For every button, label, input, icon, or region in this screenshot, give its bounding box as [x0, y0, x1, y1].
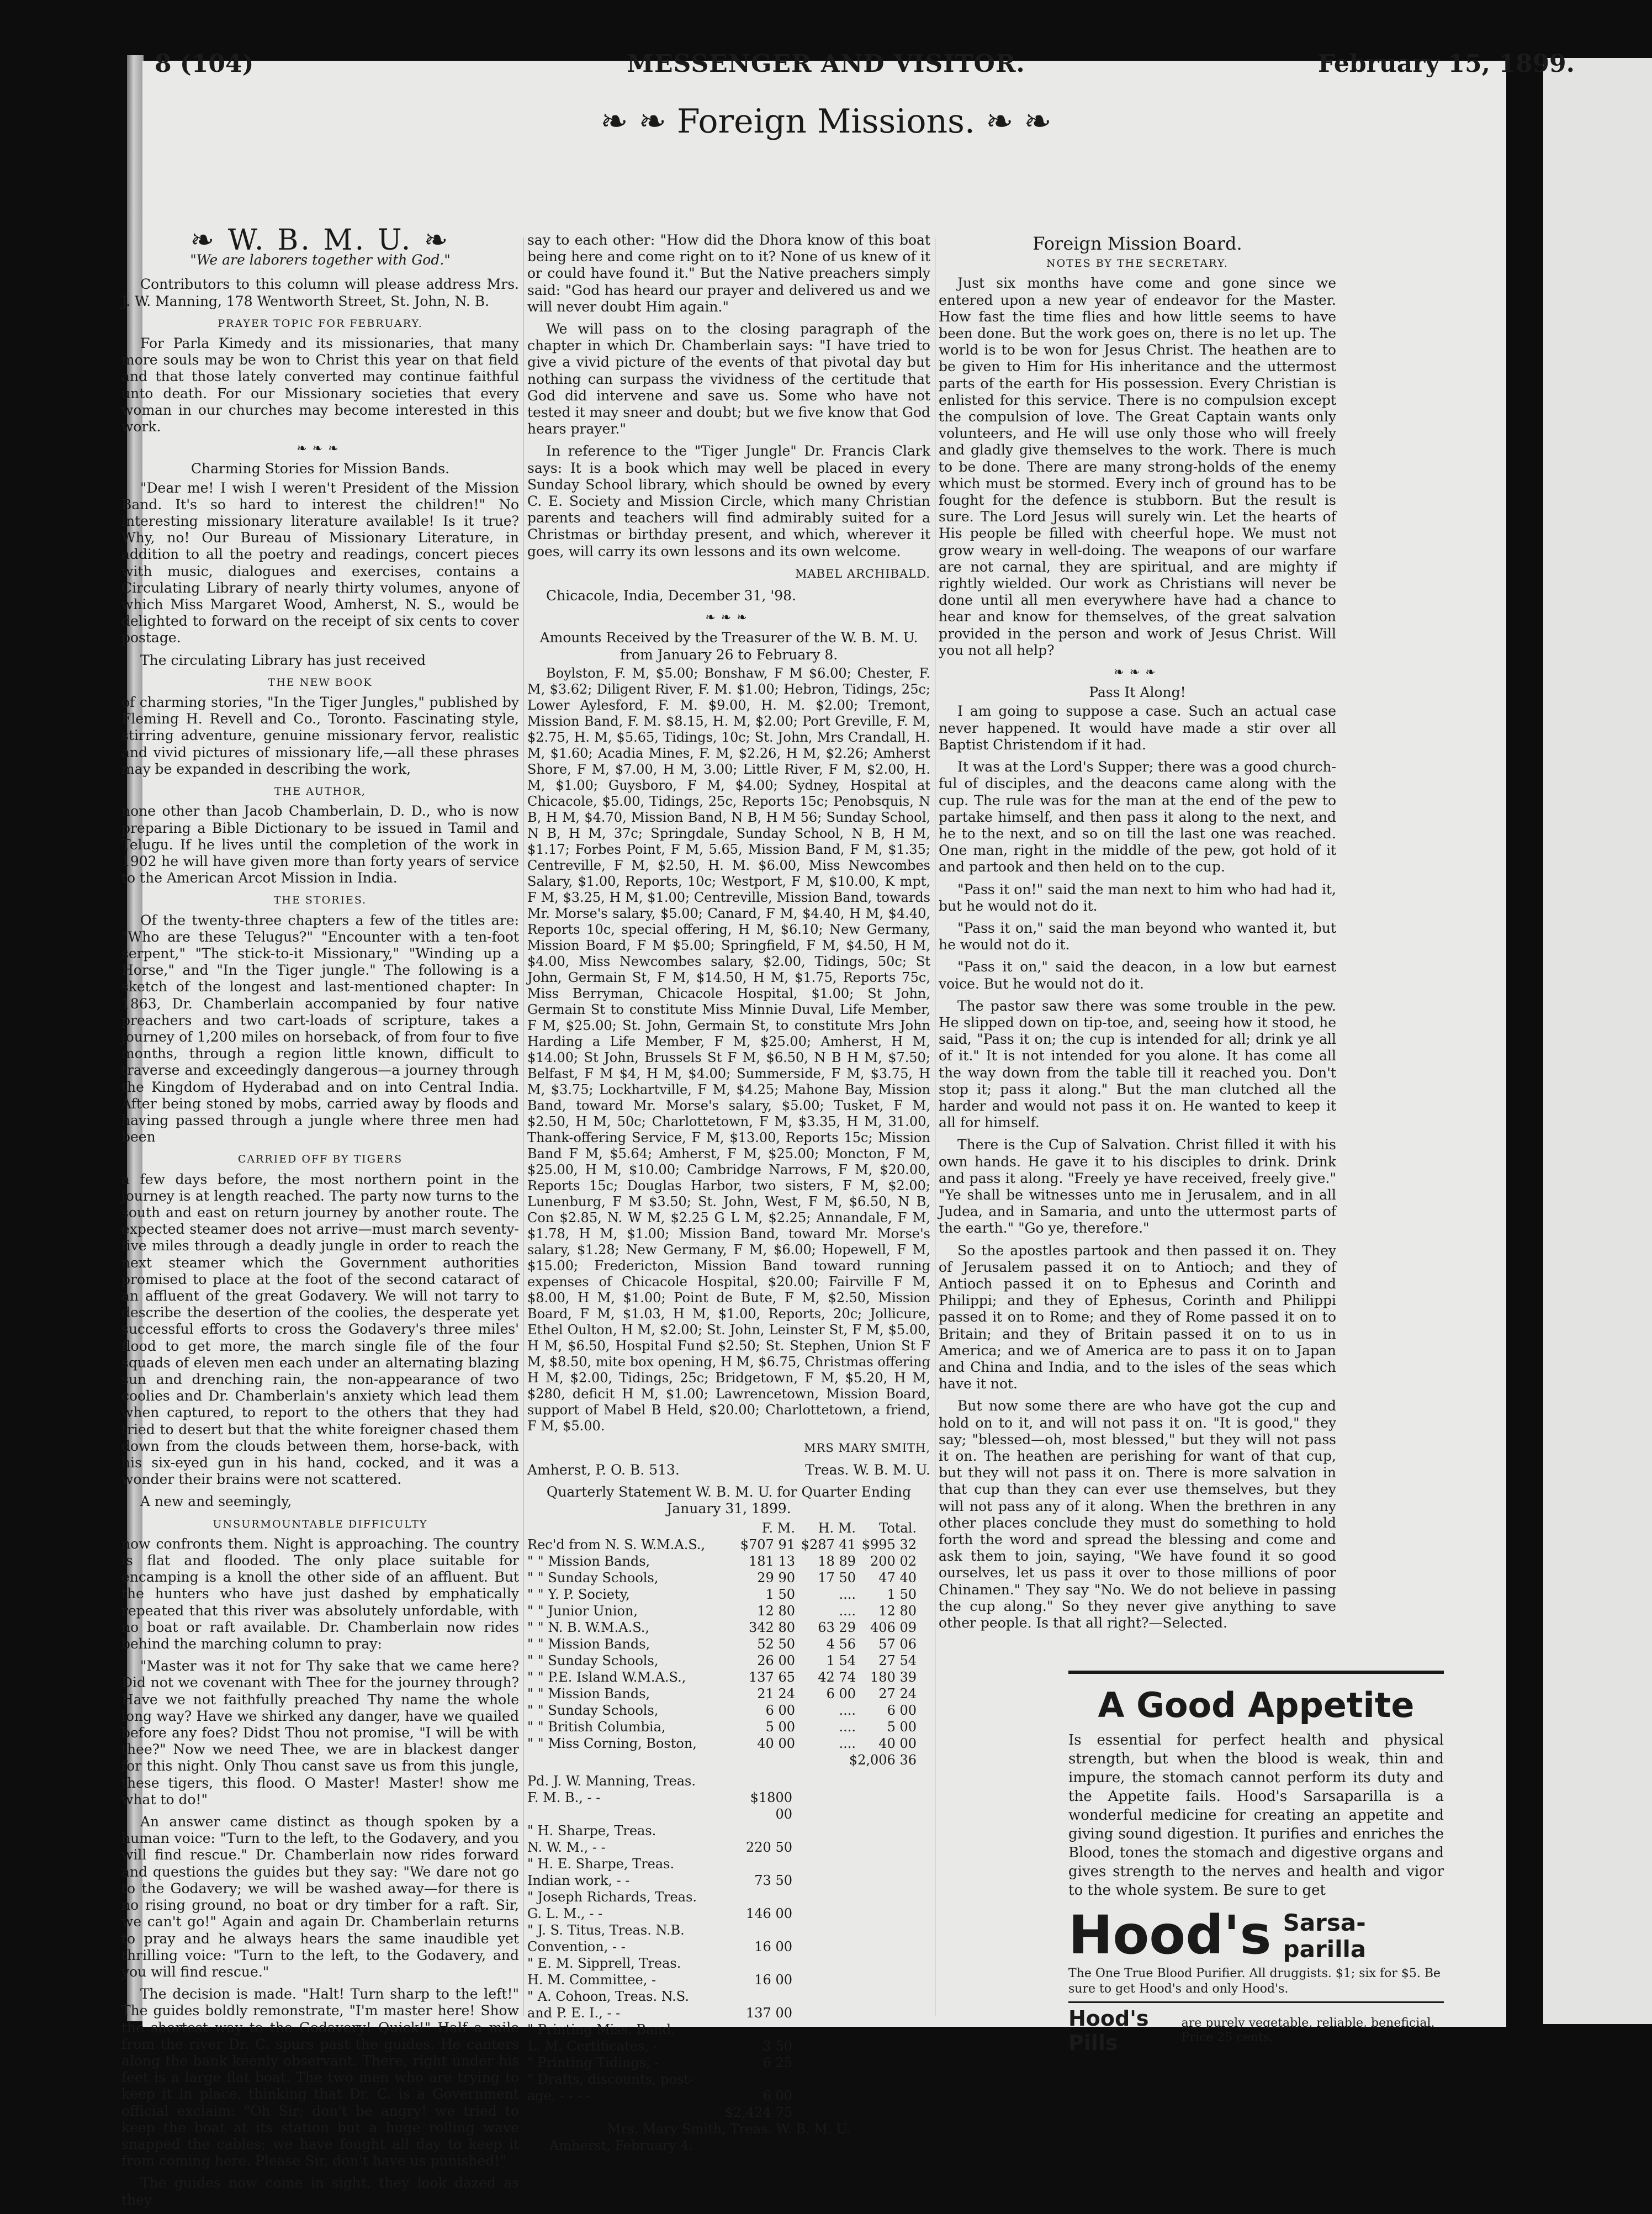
table-row: " " Sunday Schools, 26 00 1 54 27 54: [527, 1652, 917, 1668]
paper-title: MESSENGER AND VISITOR.: [627, 50, 1025, 78]
payments-table: [527, 1773, 930, 2104]
table-row: " Drafts, discounts, post-: [527, 2071, 694, 2087]
receipts-total: $2,006 36: [849, 1752, 917, 1768]
ad-note: The One True Blood Purifier. All druggists. $1; six for $5. Be sure to get Hood's and only Hood's.: [1068, 1967, 1441, 1996]
wbmu-motto: "We are laborers together with God.": [190, 252, 451, 268]
final-signature: Mrs. Mary Smith, Treas. W. B. M. U.: [607, 2121, 851, 2137]
contributors-note: Contributors to this column will please address Mrs. J. W. Manning, 178 Wentworth Street, St. John, N. B.: [121, 276, 519, 309]
table-row: L. M. Certificates, - 3 50: [527, 2038, 792, 2054]
table-row: " " Junior Union, 12 80 .... 12 80: [527, 1603, 917, 1619]
table-row: H. M. Committee, - 16 00: [527, 1972, 792, 1988]
table-row: " J. S. Titus, Treas. N.B.: [527, 1922, 685, 1938]
table-row: " H. Sharpe, Treas.: [527, 1822, 656, 1838]
paragraph: of charming stories, "In the Tiger Jungles," published by Fleming H. Revell and Co., Toronto. Fascinating style, stirring adventure, genuine missionary fervor, realistic and vivid pictures of missionary life,—all these phrases may be expanded in describing the work,: [121, 694, 519, 777]
table-row: age, - - - - 6 00: [527, 2088, 792, 2104]
issue-date: February 15, 1899.: [1318, 50, 1575, 78]
paragraph: I am going to suppose a case. Such an actual case never happened. It would have made a stir over all Baptist Christendom if it had.: [939, 703, 1336, 753]
page-header: [0, 50, 1652, 88]
table-row: " " British Columbia, 5 00 .... 5 00: [527, 1719, 917, 1735]
paragraph: Of the twenty-three chapters a few of the titles are: "Who are these Telugus?" "Encounter with a ten-foot serpent," "The stick-to-it Missionary," "Winding up a Horse," and "In the Tiger jungle." The following is a sketch of the longest and last-mentioned chapter: In 1863, Dr. Chamberlain accompanied by four native preachers and two cart-loads of scripture, takes a journey of 1,200 miles on horseback, of from four to five months, through a region little known, difficult to traverse and exceedingly dangerous—a journey through the Kingdom of Hyderabad and on into Central India. After being stoned by mobs, carried away by floods and having passed through a jungle where three men had been: [121, 912, 519, 1145]
paragraph: An answer came distinct as though spoken by a human voice: "Turn to the left, to the Godavery, and you will find rescue." Dr. Chamberlain now rides forward and questions the guides but they say: "We dare not go to the Godavery; we will be washed away—for there is no rising ground, no boat or dry timber for a raft. Sir, we can't go!" Again and again Dr. Chamberlain returns to pray and he always hears the same inaudible yet thrilling voice: "Turn to the left, to the Godavery, and you will find rescue.": [121, 1814, 519, 1980]
table-row: " Printing Miss. Band,: [527, 2021, 675, 2037]
signature: MABEL ARCHIBALD.: [795, 567, 930, 580]
ornament-icon: ❧: [412, 224, 451, 257]
paragraph: The guides now come in sight, they look dazed as they: [121, 2175, 519, 2208]
table-row: " A. Cohoon, Treas. N.S.: [527, 1988, 690, 2004]
paragraph: A new and seemingly,: [140, 1493, 292, 1510]
stories-title: Charming Stories for Mission Bands.: [190, 461, 450, 477]
ornament-icon: ❧: [190, 224, 228, 257]
paragraph: In reference to the "Tiger Jungle" Dr. Francis Clark says: It is a book which may well be placed in every Sunday School library, which should be owned by every C. E. Society and Mission Circle, which many Christian parents and teachers will find admirably suited for a Christmas or birthday present, and which, wherever it goes, will carry its own lessons and its own welcome.: [527, 443, 930, 559]
ornament-icon: ❧ ❧: [986, 102, 1052, 141]
column-foreign-mission-board: [939, 232, 1336, 1637]
paragraph: "Master was it not for Thy sake that we came here? Did not we covenant with Thee for the journey through? Have we not faithfully preached Thy name the whole long way? Have we shirked any danger, have we quailed before any foes? Didst Thou not promise, "I will be with thee?" Now we need Thee, we are in blackest danger for this night. Only Thou canst save us from this jungle, these tigers, this flood. O Master! Master! show me what to do!": [121, 1658, 519, 1808]
paragraph: "Dear me! I wish I weren't President of the Mission Band. It's so hard to interest the children!" No interesting missionary literature available! Is it true? Why, no! Our Bureau of Missionary Literature, in addition to all the poetry and readings, concert pieces with music, dialogues and exercises, contains a Circulating Library of nearly thirty volumes, anyone of which Miss Margaret Wood, Amherst, N. S., would be delighted to forward on the receipt of six cents to cover postage.: [121, 479, 519, 646]
subheading: UNSURMOUNTABLE DIFFICULTY: [213, 1518, 428, 1530]
paragraph: But now some there are who have got the cup and hold on to it, and will not pass it on. "It is good," they say; "blessed—oh, most blessed," but they will not pass it on. The heathen are perishing for want of that cup, but they will not pass it on. There is more salvation in that cup than they can ever use themselves, but they will not pass any of it along. When the brethren in any other places conclude they must do something to hold forth the word and spread the blessing and come and ask them to join, saying, "We have found it so good ourselves, let us pass it over to those millions of poor Chinamen." They say "No. We do not believe in passing the cup along." So they never give anything to save other people. Is that all right?—Selected.: [939, 1398, 1336, 1631]
table-row: Indian work, - - 73 50: [527, 1872, 792, 1888]
ad-headline: A Good Appetite: [1098, 1685, 1415, 1725]
subheading: THE STORIES.: [273, 894, 367, 907]
table-row: G. L. M., - - 146 00: [527, 1905, 792, 1921]
fmb-subtitle: NOTES BY THE SECRETARY.: [1046, 257, 1229, 270]
signature: MRS MARY SMITH,: [804, 1441, 930, 1455]
table-row: and P. E. I., - - 137 00: [527, 2005, 792, 2021]
paragraph: now confronts them. Night is approaching. The country is flat and flooded. The only place suitable for encamping is a knoll the other side of an affluent. But the hunters who have just dashed by emphatically repeated that this river was absolutely unfordable, with no boat or raft available. Dr. Chamberlain now rides behind the marching column to pray:: [121, 1535, 519, 1652]
paragraph: So the apostles partook and then passed it on. They of Jerusalem passed it on to Antioch; and they of Antioch passed it on to Ephesus and Corinth and Philippi; and they of Ephesus, Corinth and Philippi passed it on to Rome; and they of Rome passed it on to Britain; and they of Britain passed it on to us in America; and we of America are to pass it on to Japan and China and India, and to the isles of the seas which have it not.: [939, 1242, 1336, 1392]
page-number: 8 (104): [155, 50, 254, 78]
table-row: Convention, - - 16 00: [527, 1938, 792, 1954]
table-row: " " P.E. Island W.M.A.S., 137 65 42 74 180 39: [527, 1669, 917, 1685]
dateline: Chicacole, India, December 31, '98.: [546, 588, 797, 604]
table-row: " " Y. P. Society, 1 50 .... 1 50: [527, 1586, 917, 1602]
paragraph: The pastor saw there was some trouble in the pew. He slipped down on tip-toe, and, seeing how it stood, he said, "Pass it on; the cup is intended for all; drink ye all of it." It is not intended for you alone. It has come all the way down from the table till it reached you. Don't stop it; pass it along." But the man clutched all the harder and would not pass it on. He wanted to keep it all for himself.: [939, 997, 1336, 1131]
prayer-heading: PRAYER TOPIC FOR FEBRUARY.: [218, 317, 423, 330]
subheading: CARRIED OFF BY TIGERS: [237, 1153, 403, 1166]
brand-name: Hood's: [1068, 1904, 1272, 1966]
adjacent-page-strip: [1543, 58, 1652, 2024]
paragraph: The decision is made. "Halt! Turn sharp to the left!" The guides boldly remonstrate, "I'm master here! Show the shortest way to the Godavery! Quick!" Half a mile from the river Dr. C. spurs past the guides. He canters along the bank keenly observant. There, right under his feet is a large flat boat. The two men who are trying to keep it in place, thinking that Dr. C. is a Government official exclaim: "Oh Sir; don't be angry! we tried to keep the boat at its station but a huge rolling wave snapped the cables; we have fought all day to keep it from coming here. Please Sir, don't have us punished!": [121, 1986, 519, 2169]
table-row: " " Mission Bands, 52 50 4 56 57 06: [527, 1636, 917, 1652]
paragraph: "Pass it on!" said the man next to him who had had it, but he would not do it.: [939, 881, 1336, 914]
paragraph: The circulating Library has just received: [140, 652, 426, 668]
table-row: " " Sunday Schools, 6 00 .... 6 00: [527, 1702, 917, 1718]
paragraph: say to each other: "How did the Dhora know of this boat being here and come right on to it? None of us knew of it or could have found it." But the Native preachers simply said: "God has heard our prayer and delivered us and we will never doubt Him again.": [527, 232, 930, 315]
subheading: THE NEW BOOK: [268, 676, 373, 689]
treasurer-line: Amherst, P. O. B. 513. Treas. W. B. M. U.: [527, 1462, 930, 1478]
table-row: " " Mission Bands, 21 24 6 00 27 24: [527, 1685, 917, 1702]
table-row: " Printing Tidings, - 6 25: [527, 2054, 792, 2070]
paragraph: "Pass it on," said the deacon, in a low but earnest voice. But he would not do it.: [939, 959, 1336, 992]
paragraph: a few days before, the most northern point in the journey is at length reached. The party now turns to the south and east on return journey by another route. The expected steamer does not arrive—must march seventy-five miles through a deadly jungle in order to reach the next steamer which the Government authorities promised to place at the foot of the second cataract of an affluent of the great Godavery. We will not tarry to describe the desertion of the coolies, the desperate yet successful efforts to cross the Godavery's three miles' flood to get more, the march single file of the four squads of eleven men each under an alternating blazing sun and drenching rain, the non-appearance of two coolies and Dr. Chamberlain's anxiety which lead them when captured, to report to the others that they had tried to desert but that the white foreigner chased them down from the clouds between them, horse-back, with his six-eyed gun in his hand, cocked, and it was a wonder their brains were not scattered.: [121, 1171, 519, 1488]
ornament-icon: ❧❧❧: [1114, 665, 1161, 680]
table-row: F. M. B., - - $1800 00: [527, 1789, 792, 1822]
amounts-list: Boylston, F. M, $5.00; Bonshaw, F M $6.00; Chester, F. M, $3.62; Diligent River, F. M. $1.00; Hebron, Tidings, 25c; Lower Aylesford, F. M. $9.00, H. M. $2.00; Tremont, Mission Band, F. M. $8.15, H. M, $2.00; Port Greville, F. M, $2.75, H. M, $5.65, Tidings, 10c; St. John, Mrs Crandall, H. M, $1.60; Acadia Mines, F. M, $2.26, H M, $2.26; Amherst Shore, F M, $7.00, H M, 3.00; Little River, F M, $2.00, H. M, $1.00; Guysboro, F M, $4.00; Sydney, Hospital at Chicacole, $5.00, Tidings, 25c, Reports 15c; Penobsquis, N B, H M, $4.70, Mission Band, N B, H M 56; Sunday School, N B, H M, 37c; Springdale, Sunday School, N B, H M, $1.17; Forbes Point, F M, 5.65, Mission Band, F M, $1.35; Centreville, F M, $2.50, H. M. $6.00, Miss Newcombes Salary, $1.00, Reports, 10c; Westport, F M, $10.00, K mpt, F M, $3.25, H M, $1.00; Centreville, Mission Band, towards Mr. Morse's salary, $5.00; Canard, F M, $4.40, H M, $4.40, Reports 10c, special offering, H M, $6.10; New Germany, Mission Board, F M $5.00; Springfield, F M, $4.50, H M, $4.00, Miss Newcombes salary, $2.00, Tidings, 50c; St John, Germain St, F M, $14.50, H M, $1.75, Reports 75c, Miss Berryman, Chicacole Hospital, $1.00; St John, Germain St to constitute Miss Minnie Duval, Life Member, F M, $25.00; St. John, Germain St, to constitute Mrs John Harding a Life Member, F M, $25.00; Amherst, H M, $14.00; St John, Brussels St F M, $6.50, N B H M, $7.50; Belfast, F M $4, H M, $4.00; Summerside, F M, $3.75, H M, $3.75; Lockhartville, F M, $4.25; Mahone Bay, Mission Band, toward Mr. Morse's salary, $5.00; Tusket, F M, $2.50, H M, 50c; Charlottetown, F M, $3.35, H M, 31.00, Thank-offering Service, F M, $13.00, Reports 15c; Mission Band F M, $5.64; Amherst, F M, $25.00; Moncton, F M, $25.00, H M, $10.00; Cambridge Narrows, F M, $20.00, Reports 15c; Douglas Harbor, two sisters, F M, $2.00; Lunenburg, F M $3.50; St. John, West, F M, $6.50, N B, Con $2.85, N. W M, $2.25 G L M, $2.25; Annandale, F M, $1.78, H M, $1.00; Mission Band, toward Mr. Morse's salary, $1.28; New Germany, F M, $6.00; Hopewell, F M, $15.00; Fredericton, Mission Band toward running expenses of Chicacole Hospital, $20.00; Fairville F M, $8.00, H M, $1.00; Point de Bute, F M, $2.50, Mission Board, F M, $1.03, H M, $1.00, Reports, 20c; Jollicure, Ethel Oulton, H M, $2.00; St. John, Leinster St, F M, $5.00, H M, $6.50, Hospital Fund $2.50; St. Stephen, Union St F M, $8.50, mite box opening, H M, $6.75, Christmas offering H M, $2.00, Tidings, 25c; Bridgetown, F M, $5.20, H M, $280, deficit H M, $1.00; Lawrencetown, Mission Board, support of Mabel B Held, $20.00; Charlottetown, a friend, F M, $5.00.: [527, 665, 930, 1434]
paragraph: none other than Jacob Chamberlain, D. D., who is now preparing a Bible Dictionary to be issued in Tamil and Telugu. If he lives until the completion of the work in 1902 he will have given more than forty years of service to the American Arcot Mission in India.: [121, 803, 519, 886]
table-row: " " Miss Corning, Boston, 40 00 .... 40 00: [527, 1735, 917, 1751]
table-row: " " Sunday Schools, 29 90 17 50 47 40: [527, 1570, 917, 1586]
ornament-icon: ❧❧❧: [296, 442, 344, 456]
section-heading: ❧ ❧ Foreign Missions. ❧ ❧: [600, 102, 1052, 141]
subheading: THE AUTHOR,: [274, 785, 367, 798]
pills-name: Hood's Pills: [1068, 2006, 1149, 2055]
paragraph: It was at the Lord's Supper; there was a good church-ful of disciples, and the deacons came along with the cup. The rule was for the man at the end of the pew to partake himself, and then pass it along to the next, and he to the next, and so on till the last one was reached. One man, right in the middle of the pew, got hold of it and partook and then held on to the cup.: [939, 759, 1336, 875]
table-header: F. M. H. M. Total.: [761, 1520, 917, 1536]
paragraph: "Pass it on," said the man beyond who wanted it, but he would not do it.: [939, 920, 1336, 953]
table-row: Pd. J. W. Manning, Treas.: [527, 1773, 696, 1789]
table-row: " " N. B. W.M.A.S., 342 80 63 29 406 09: [527, 1619, 917, 1635]
paragraph: Just six months have come and gone since we entered upon a new year of endeavor for the Master. How fast the time flies and how little seems to have been done. But the work goes on, there is no let up. The world is to be won for Jesus Christ. The heathen are to be given to Him for His inheritance and the uttermost parts of the earth for His possession. Every Christian is enlisted for this service. There is no compulsion except the compulsion of love. The Great Captain wants only volunteers, and He will use only those who will freely and gladly give themselves to the work. There is much to be done. There are many strong-holds of the enemy which must be stormed. Every inch of ground has to be fought for the defence is stubborn. But the result is sure. The Lord Jesus will surely win. Let the hearts of His people be filled with cheerful hope. We must not grow weary in well-doing. The weapons of our warfare are not carnal, they are spiritual, and are mighty if rightly wielded. Our work as Christians will never be done until all men everywhere have had a chance to hear and know for themselves, of the great salvation provided in the person and work of Jesus Christ. Will you not all help?: [939, 275, 1336, 658]
pass-title: Pass It Along!: [1089, 684, 1186, 701]
final-place: Amherst, February 4.: [549, 2138, 693, 2154]
column-wbmu: [121, 224, 519, 2214]
payments-total: $2,424 75: [724, 2104, 792, 2120]
amounts-heading: Amounts Received by the Treasurer of the W. B. M. U. from January 26 to February 8.: [539, 630, 918, 663]
paragraph: There is the Cup of Salvation. Christ filled it with his own hands. He gave it to his disciples to drink. Drink and pass it along. "Freely ye have received, freely give." "Ye shall be witnesses unto me in Jerusalem, and in all Judea, and in Samaria, and unto the uttermost parts of the earth." "Go ye, therefore.": [939, 1137, 1336, 1237]
column-accounts: [527, 232, 930, 2154]
ad-body: Is essential for perfect health and physical strength, but when the blood is weak, thin and impure, the stomach cannot perform its duty and the Appetite fails. Hood's Sarsaparilla is a wonderful medicine for creating an appetite and giving sound digestion. It purifies and enriches the Blood, tones the stomach and digestive organs and gives strength to the nerves and health and vigor to the whole system. Be sure to get: [1068, 1732, 1444, 1899]
hoods-advertisement: [1068, 1671, 1444, 2055]
table-row: " Joseph Richards, Treas.: [527, 1889, 697, 1905]
table-row: N. W. M., - - 220 50: [527, 1839, 792, 1855]
quarterly-heading: Quarterly Statement W. B. M. U. for Quarter Ending January 31, 1899.: [546, 1484, 912, 1517]
table-row: Rec'd from N. S. W.M.A.S., $707 91 $287 41 $995 32: [527, 1536, 917, 1552]
brand-sub: Sarsa- parilla: [1283, 1909, 1367, 1963]
wbmu-title: ❧ W. B. M. U. ❧: [190, 224, 451, 257]
ad-brand: [1068, 1900, 1444, 1966]
ornament-icon: ❧ ❧: [600, 102, 666, 141]
ornament-icon: ❧❧❧: [705, 611, 753, 625]
fmb-title: Foreign Mission Board.: [1032, 233, 1242, 254]
paragraph: For Parla Kimedy and its missionaries, that many more souls may be won to Christ this year on that field and that those lately converted may continue faithful unto death. For our Missionary societies that every woman in our churches may become interested in this work.: [121, 335, 519, 435]
pills-text: are purely vegetable, reliable, beneficial. Price 25 cents.: [1181, 2016, 1435, 2044]
pills-ad: [1068, 2001, 1444, 2055]
table-row: " E. M. Sipprell, Treas.: [527, 1955, 681, 1971]
table-row: " H. E. Sharpe, Treas.: [527, 1856, 675, 1872]
receipts-table: [527, 1536, 930, 1752]
paragraph: We will pass on to the closing paragraph of the chapter in which Dr. Chamberlain says: "I have tried to give a vivid picture of the events of that pivotal day but nothing can surpass the vividness of the certitude that God did intervene and save us. Some who have not tested it may sneer and doubt; but we five know that God hears prayer.": [527, 321, 930, 437]
table-row: " " Mission Bands, 181 13 18 89 200 02: [527, 1553, 917, 1569]
